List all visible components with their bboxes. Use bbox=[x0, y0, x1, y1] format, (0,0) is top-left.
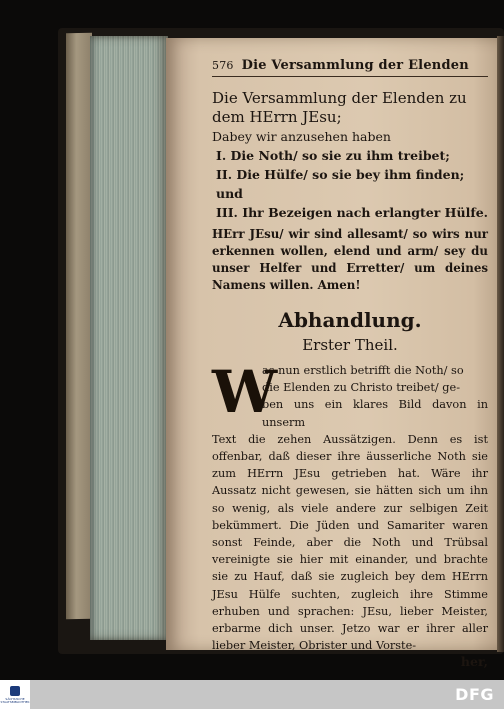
indented-line: die Elenden zu Christo treibet/ ge- bbox=[262, 381, 461, 395]
library-logo-text: SÄCHSISCHE STAATSBIBLIOTHEK bbox=[0, 696, 30, 704]
intro-line: Dabey wir anzusehen haben bbox=[212, 129, 391, 144]
dfg-logo[interactable]: DFG bbox=[455, 685, 494, 704]
book-cover-edge bbox=[66, 33, 92, 619]
viewer-footer-bar bbox=[0, 680, 504, 709]
point-3: III. Ihr Bezeigen nach erlangter Hülfe. bbox=[216, 205, 489, 220]
point-2: II. Die Hülfe/ so sie bey ihm finden; und bbox=[216, 167, 465, 201]
drop-cap-initial: W bbox=[212, 358, 278, 426]
library-logo[interactable] bbox=[0, 680, 30, 709]
body-continuation: Text die zehen Aussätzigen. Denn es ist offenbar, daß dieser ihre äusserliche Noth sie zum HErrn JEsu getrieben hat. Wäre ihr Aussatz nicht gewesen, sie hätten sich um ihn so wenig, als viele andere zur selbigen Zeit bekümmert. Die Jüden und Samariter waren sonst Feinde, aber die Noth und Trübsal vereinigte sie hier mit einander, und brachte sie zu Hauf, daß sie zugleich bey dem HErrn JEsu Hülfe suchten, zugleich ihre Stimme erhuben und sprachen: JEsu, lieber Meister, erbarme dich unser. Jetzo war er ihrer aller lieber Meister, Obrister und Vorste- bbox=[212, 432, 488, 653]
prayer-paragraph: HErr JEsu/ wir sind allesamt/ so wirs nur erkennen wollen, elend und arm/ sey du unser Helfer und Erretter/ um deines Namens willen. Amen! bbox=[212, 227, 488, 292]
body-paragraph bbox=[212, 358, 488, 670]
page-stack bbox=[90, 36, 168, 640]
catchword: her, bbox=[460, 654, 488, 670]
section-heading: Abhandlung. bbox=[278, 308, 422, 332]
library-logo-icon bbox=[10, 686, 20, 696]
sermon-title: Die Versammlung der Elenden zu dem HErrn JEsu; bbox=[212, 89, 467, 126]
page-number: 576 bbox=[212, 59, 234, 72]
indented-line: ben uns ein klares Bild davon in unserm bbox=[262, 398, 488, 429]
indented-line: as nun erstlich betrifft die Noth/ so bbox=[262, 364, 464, 377]
page-text bbox=[212, 58, 488, 669]
subsection-heading: Erster Theil. bbox=[302, 336, 398, 354]
running-title: Die Versammlung der Elenden bbox=[241, 58, 469, 73]
running-header bbox=[212, 58, 488, 77]
point-1: I. Die Noth/ so sie zu ihm treibet; bbox=[216, 148, 450, 163]
page-right-edge bbox=[497, 36, 504, 652]
